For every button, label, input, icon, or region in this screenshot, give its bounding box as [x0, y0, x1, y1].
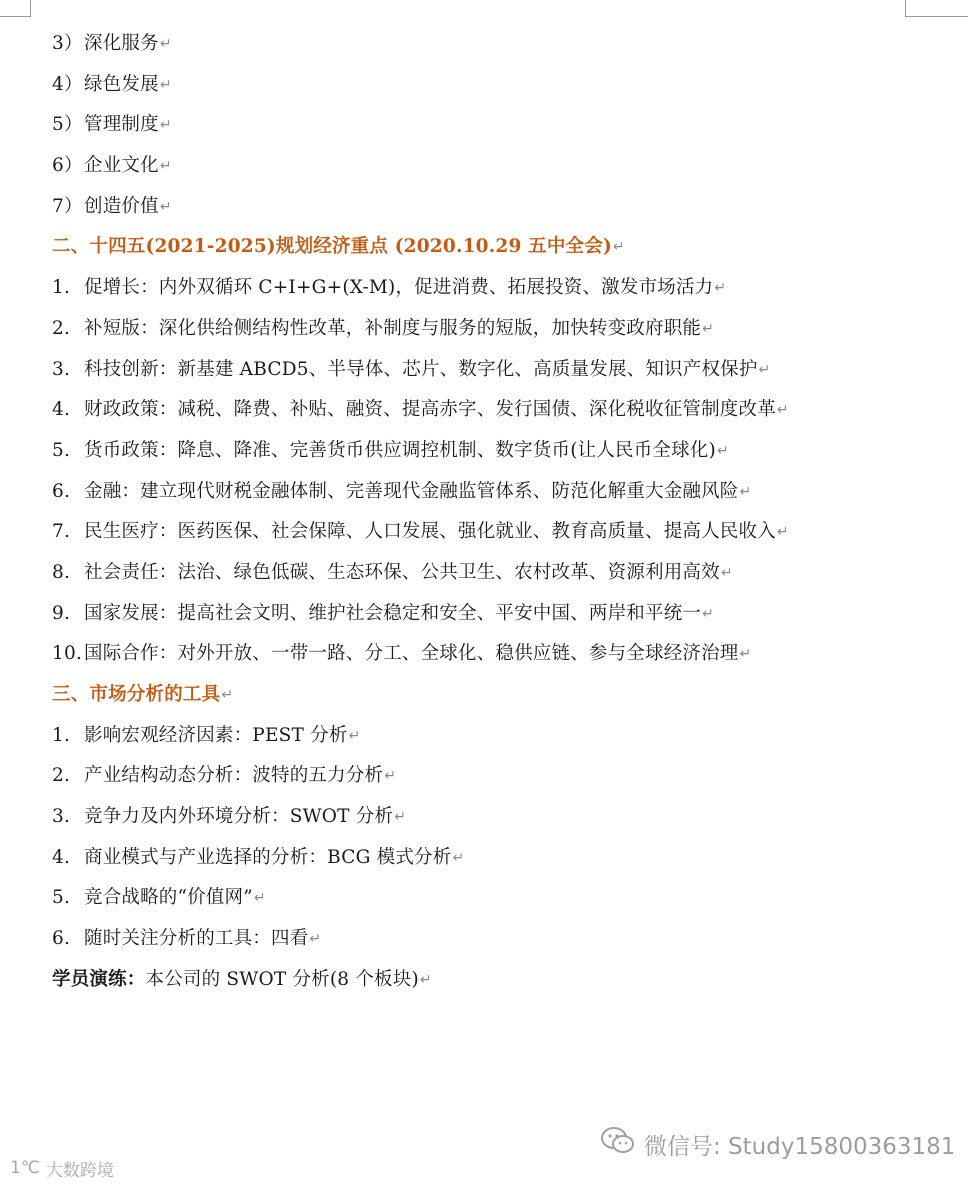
list-text: 国际合作：对外开放、一带一路、分工、全球化、稳供应链、参与全球经济治理	[84, 643, 739, 665]
list-a-item	[52, 109, 932, 150]
list-text: 货币政策：降息、降准、完善货币供应调控机制、数字货币(让人民币全球化)	[84, 439, 716, 461]
list-text: 创造价值	[84, 195, 159, 217]
list-text: 国家发展：提高社会文明、维护社会稳定和安全、平安中国、两岸和平统一	[84, 602, 702, 624]
list-number: 6.	[52, 480, 71, 502]
list-a-item	[52, 191, 932, 232]
list-b-item	[52, 354, 932, 395]
list-c-item	[52, 882, 932, 923]
logo-text: 大数跨境	[45, 1160, 114, 1181]
list-text: 企业文化	[84, 155, 159, 177]
list-b-item	[52, 394, 932, 435]
paragraph-mark: ↵	[394, 809, 407, 826]
list-text: 产业结构动态分析：波特的五力分析	[84, 765, 384, 787]
list-number: 3.	[52, 358, 71, 380]
paragraph-mark: ↵	[776, 524, 789, 541]
list-b-item	[52, 516, 932, 557]
list-a-item	[52, 28, 932, 69]
wechat-watermark	[600, 1124, 955, 1164]
paragraph-mark: ↵	[716, 442, 729, 459]
list-b-item	[52, 313, 932, 354]
paragraph-mark: ↵	[384, 768, 397, 785]
list-number: 5）	[52, 114, 83, 136]
page-corner-marker-left	[0, 0, 31, 17]
list-b-item	[52, 598, 932, 639]
list-c	[52, 720, 932, 964]
list-number: 10.	[52, 643, 83, 665]
paragraph-mark: ↵	[452, 849, 465, 866]
list-text: 社会责任：法治、绿色低碳、生态环保、公共卫生、农村改革、资源利用高效	[84, 561, 720, 583]
list-c-item	[52, 760, 932, 801]
heading-3-text: 三、市场分析的工具	[52, 684, 221, 705]
list-number: 1.	[52, 277, 71, 299]
paragraph-mark: ↵	[348, 727, 361, 744]
list-text: 补短版：深化供给侧结构性改革，补制度与服务的短版，加快转变政府职能	[84, 317, 702, 339]
list-number: 7）	[52, 195, 83, 217]
list-number: 4）	[52, 73, 83, 95]
paragraph-mark: ↵	[720, 564, 733, 581]
exercise-text: 本公司的 SWOT 分析(8 个板块)	[145, 968, 419, 990]
wechat-icon	[600, 1126, 636, 1162]
heading-2-text: 二、十四五(2021-2025)规划经济重点 (2020.10.29 五中全会)	[52, 236, 612, 258]
list-number: 6）	[52, 155, 83, 177]
list-text: 财政政策：减税、降费、补贴、融资、提高赤字、发行国债、深化税收征管制度改革	[84, 399, 776, 421]
list-b-item	[52, 557, 932, 598]
paragraph-mark: ↵	[702, 320, 715, 337]
list-number: 2.	[52, 317, 71, 339]
list-text: 深化服务	[84, 33, 159, 54]
list-number: 4.	[52, 846, 71, 868]
list-text: 管理制度	[84, 114, 159, 136]
paragraph-mark: ↵	[776, 402, 789, 419]
logo-watermark	[10, 1154, 114, 1182]
list-b-item	[52, 476, 932, 517]
list-text: 促增长：内外双循环 C+I+G+(X-M)，促进消费、拓展投资、激发市场活力	[84, 277, 714, 299]
paragraph-mark: ↵	[309, 931, 322, 948]
paragraph-mark: ↵	[739, 483, 752, 500]
list-text: 商业模式与产业选择的分析：BCG 模式分析	[84, 846, 452, 868]
list-number: 1.	[52, 724, 71, 746]
heading-2	[52, 231, 932, 272]
paragraph-mark: ↵	[159, 198, 172, 215]
list-c-item	[52, 801, 932, 842]
exercise-label: 学员演练：	[52, 968, 146, 990]
list-text: 绿色发展	[84, 73, 159, 95]
list-number: 6.	[52, 928, 71, 950]
paragraph-mark: ↵	[612, 239, 625, 256]
list-number: 2.	[52, 765, 71, 787]
list-number: 3.	[52, 806, 71, 828]
list-text: 随时关注分析的工具：四看	[84, 928, 309, 950]
heading-3	[52, 679, 932, 720]
list-number: 8.	[52, 561, 71, 583]
wechat-id-text: 微信号: Study15800363181	[644, 1133, 956, 1160]
list-text: 竞争力及内外环境分析：SWOT 分析	[84, 806, 394, 828]
list-number: 4.	[52, 399, 71, 421]
paragraph-mark: ↵	[714, 280, 727, 297]
list-number: 9.	[52, 602, 71, 624]
page-corner-marker-right	[905, 0, 968, 17]
paragraph-mark: ↵	[702, 605, 715, 622]
list-c-item	[52, 842, 932, 883]
list-number: 5.	[52, 887, 71, 909]
list-text: 科技创新：新基建 ABCD5、半导体、芯片、数字化、高质量发展、知识产权保护	[84, 358, 758, 380]
list-text: 影响宏观经济因素：PEST 分析	[84, 724, 348, 746]
list-c-item	[52, 720, 932, 761]
list-a-item	[52, 150, 932, 191]
paragraph-mark: ↵	[159, 76, 172, 93]
logo-mark: 1℃	[10, 1158, 40, 1178]
paragraph-mark: ↵	[159, 36, 172, 52]
list-a-item	[52, 69, 932, 110]
list-number: 5.	[52, 439, 71, 461]
list-b-item	[52, 435, 932, 476]
list-b-item	[52, 638, 932, 679]
list-text: 金融：建立现代财税金融体制、完善现代金融监管体系、防范化解重大金融风险	[84, 480, 739, 502]
list-c-item	[52, 923, 932, 964]
list-b-item	[52, 272, 932, 313]
paragraph-mark: ↵	[159, 158, 172, 175]
paragraph-mark: ↵	[419, 971, 432, 988]
list-a	[52, 28, 932, 231]
exercise-line	[52, 964, 932, 1005]
list-number: 3）	[52, 33, 83, 54]
paragraph-mark: ↵	[159, 117, 172, 134]
list-text: 竞合战略的“价值网”	[84, 887, 253, 909]
paragraph-mark: ↵	[253, 890, 266, 907]
list-text: 民生医疗：医药医保、社会保障、人口发展、强化就业、教育高质量、提高人民收入	[84, 521, 776, 543]
paragraph-mark: ↵	[221, 687, 234, 703]
paragraph-mark: ↵	[739, 646, 752, 663]
document-body	[52, 28, 932, 1005]
list-b	[52, 272, 932, 679]
paragraph-mark: ↵	[758, 361, 771, 378]
list-number: 7.	[52, 521, 71, 543]
